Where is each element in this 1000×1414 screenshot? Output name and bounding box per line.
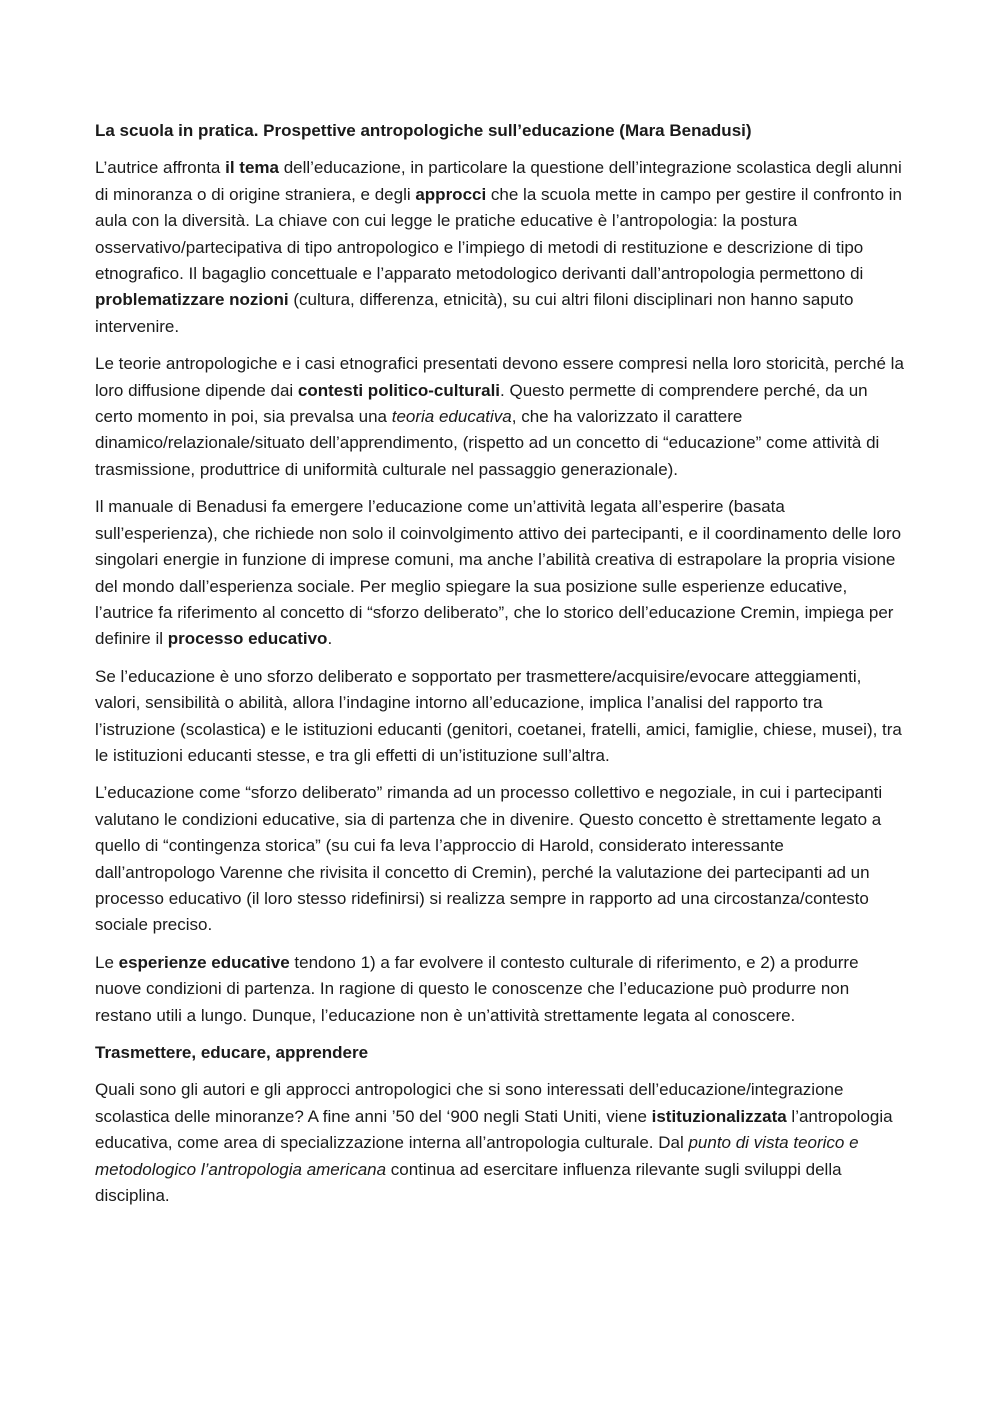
bold-run: istituzionalizzata xyxy=(651,1106,787,1126)
italic-run: teoria educativa xyxy=(391,407,512,427)
document-title: La scuola in pratica. Prospettive antropologiche sull’educazione (Mara Benadusi) xyxy=(95,121,752,140)
text-run: dell’educazione, in particolare la questione dell’integrazione scolastica degli alunni di minoranza o di origine straniera, e degli xyxy=(95,158,902,204)
text-run: Il manuale di Benadusi fa emergere l’educazione come un’attività legata all’esperire (basata sull’esperienza), che richiede non solo il coinvolgimento attivo dei partecipanti, e il coordinamento delle loro singolari energie in funzione di imprese comuni, ma anche l’abilità creativa di estrapolare la propria visione del mondo dall’esperienza sociale. Per meglio spiegare la sua posizione sulle esperienze educative, l’autrice fa riferimento al concetto di “sforzo deliberato”, che lo storico dell’educazione Cremin, impiega per definire il xyxy=(95,497,902,649)
paragraph-2 xyxy=(95,351,907,483)
paragraph-5: L’educazione come “sforzo deliberato” rimanda ad un processo collettivo e negoziale, in cui i partecipanti valutano le condizioni educative, sia di partenza che in divenire. Questo concetto è strettamente legato a quello di “contingenza storica” (su cui fa leva l’approccio di Harold, considerato interessante dall’antropologo Varenne che rivisita il concetto di Cremin), perché la valutazione dei partecipanti ad un processo educativo (il loro stesso ridefinirsi) si realizza sempre in rapporto ad una circostanza/contesto sociale preciso. xyxy=(95,783,883,935)
text-run: , che ha valorizzato il carattere dinamico/relazionale/situato dell’apprendimento, (rispetto ad un concetto di “educazione” come attività di trasmissione, produttrice di uniformità culturale nel passaggio generazionale). xyxy=(95,407,880,479)
paragraph-7 xyxy=(95,1077,907,1209)
text-run: Le teorie antropologiche e i casi etnografici presentati devono essere compresi nella loro storicità, perché la loro diffusione dipende dai xyxy=(95,354,904,400)
text-run: (cultura, differenza, etnicità), su cui altri filoni disciplinari non hanno saputo intervenire. xyxy=(95,290,854,336)
bold-run: approcci xyxy=(415,184,487,204)
text-run: Le xyxy=(95,952,119,972)
italic-run: punto di vista teorico e metodologico l’antropologia americana xyxy=(95,1133,859,1179)
bold-run: processo educativo xyxy=(167,629,328,649)
bold-run: contesti politico-culturali xyxy=(297,380,501,400)
text-run: tendono 1) a far evolvere il contesto culturale di riferimento, e 2) a produrre nuove condizioni di partenza. In ragione di questo le conoscenze che l’educazione può produrre non restano utili a lungo. Dunque, l’educazione non è un’attività strettamente legata al conoscere. xyxy=(95,952,859,1025)
section-heading: Trasmettere, educare, apprendere xyxy=(95,1043,369,1062)
paragraph-6 xyxy=(95,950,907,1029)
paragraph-3 xyxy=(95,494,907,652)
text-run: Quali sono gli autori e gli approcci antropologici che si sono interessati dell’educazione/integrazione scolastica delle minoranze? A fine anni ’50 del ‘900 negli Stati Uniti, viene xyxy=(95,1080,844,1126)
paragraph-1 xyxy=(95,155,907,340)
text-run: L’autrice affronta xyxy=(95,158,226,178)
text-run: . Questo permette di comprendere perché, da un certo momento in poi, sia prevalsa una xyxy=(95,380,868,427)
bold-run: esperienze educative xyxy=(118,952,290,972)
paragraph-4: Se l’educazione è uno sforzo deliberato e sopportato per trasmettere/acquisire/evocare atteggiamenti, valori, sensibilità o abilità, allora l’indagine intorno all’educazione, implica l’analisi del rapporto tra l’istruzione (scolastica) e le istituzioni educanti (genitori, coetanei, fratelli, amici, famiglie, chiese, musei), tra le istituzioni educanti stesse, e tra gli effetti di un’istituzione sull’altra. xyxy=(95,666,902,765)
bold-run: problematizzare nozioni xyxy=(95,290,289,310)
text-run: continua ad esercitare influenza rilevante sugli sviluppi della disciplina. xyxy=(95,1159,842,1206)
text-run: che la scuola mette in campo per gestire il confronto in aula con la diversità. La chiave con cui legge le pratiche educative è l’antropologia: la postura osservativo/partecipativa di tipo antropologico e l’impiego di metodi di restituzione e descrizione di tipo etnografico. Il bagaglio concettuale e l’apparato metodologico derivanti dall’antropologia permettono di xyxy=(95,184,902,284)
bold-run: il tema xyxy=(225,158,279,178)
text-run: . xyxy=(327,629,333,649)
text-run: l’antropologia educativa, come area di specializzazione interna all’antropologia culturale. Dal xyxy=(95,1106,893,1153)
document-page xyxy=(95,118,907,1220)
